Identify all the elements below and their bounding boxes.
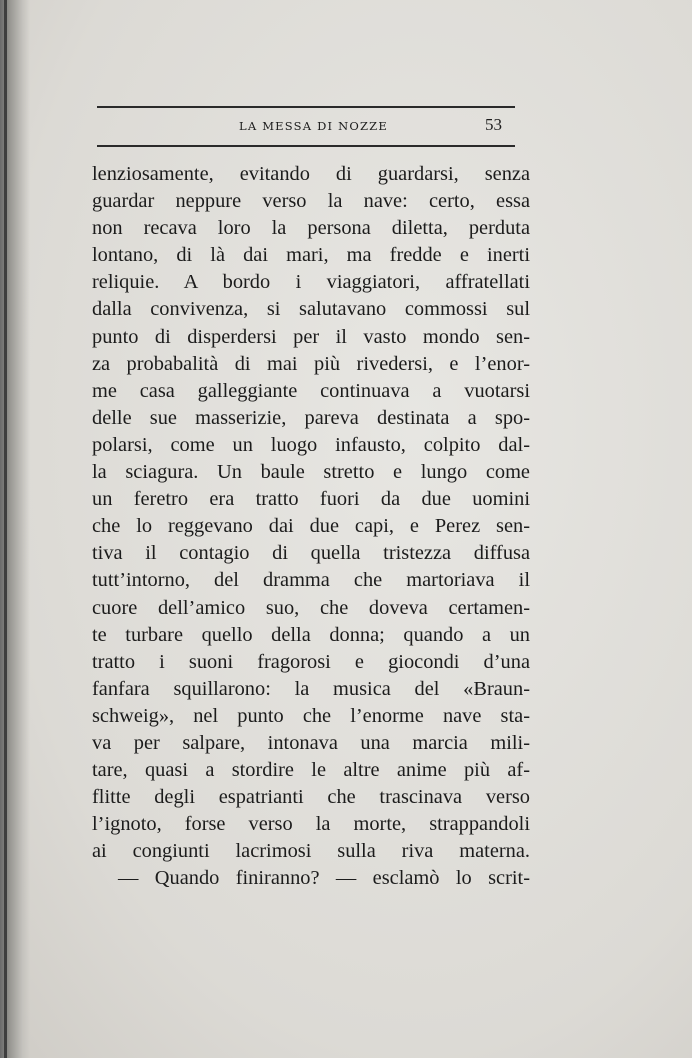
text-line: va per salpare, intonava una marcia mili-	[92, 731, 530, 754]
text-line: reliquie. A bordo i viaggiatori, affratellati	[92, 271, 530, 294]
text-line: la sciagura. Un baule stretto e lungo come	[92, 461, 530, 484]
text-line: non recava loro la persona diletta, perduta	[92, 217, 530, 240]
text-line: ai congiunti lacrimosi sulla riva materna.	[92, 840, 530, 863]
body-text	[92, 161, 530, 893]
text-line: tare, quasi a stordire le altre anime più af-	[92, 759, 530, 782]
text-line: punto di disperdersi per il vasto mondo sen-	[92, 325, 530, 348]
page-header	[97, 100, 517, 152]
text-line: tiva il contagio di quella tristezza diffusa	[92, 542, 530, 565]
running-title: LA MESSA DI NOZZE	[239, 119, 388, 133]
text-line: me casa galleggiante continuava a vuotarsi	[92, 379, 530, 402]
text-line: che lo reggevano dai due capi, e Perez sen-	[92, 515, 530, 538]
text-line: guardar neppure verso la nave: certo, essa	[92, 190, 530, 213]
text-line: te turbare quello della donna; quando a un	[92, 623, 530, 646]
text-line: dalla convivenza, si salutavano commossi sul	[92, 298, 530, 321]
text-line: za probabalità di mai più rivedersi, e l’enor-	[92, 352, 530, 375]
text-line: lontano, di là dai mari, ma fredde e inerti	[92, 244, 530, 267]
text-line: delle sue masserizie, pareva destinata a spo-	[92, 406, 530, 429]
text-line: lenziosamente, evitando di guardarsi, senza	[92, 163, 530, 185]
text-line: schweig», nel punto che l’enorme nave sta-	[92, 704, 530, 727]
text-line: cuore dell’amico suo, che doveva certamen-	[92, 596, 530, 619]
text-line: tutt’intorno, del dramma che martoriava il	[92, 569, 530, 592]
text-line: un feretro era tratto fuori da due uomini	[92, 488, 530, 511]
text-line-dialogue: — Quando finiranno? — esclamò lo scrit-	[118, 867, 530, 890]
text-line: fanfara squillarono: la musica del «Braun-	[92, 677, 530, 700]
text-line: tratto i suoni fragorosi e giocondi d’una	[92, 650, 530, 673]
text-line: flitte degli espatrianti che trascinava verso	[92, 786, 530, 809]
header-rule-top	[97, 106, 515, 108]
binding-edge	[4, 0, 7, 1058]
page-number: 53	[485, 115, 502, 134]
text-line: l’ignoto, forse verso la morte, strappandoli	[92, 813, 530, 836]
text-line: polarsi, come un luogo infausto, colpito dal-	[92, 433, 530, 456]
header-rule-bottom	[97, 145, 515, 147]
